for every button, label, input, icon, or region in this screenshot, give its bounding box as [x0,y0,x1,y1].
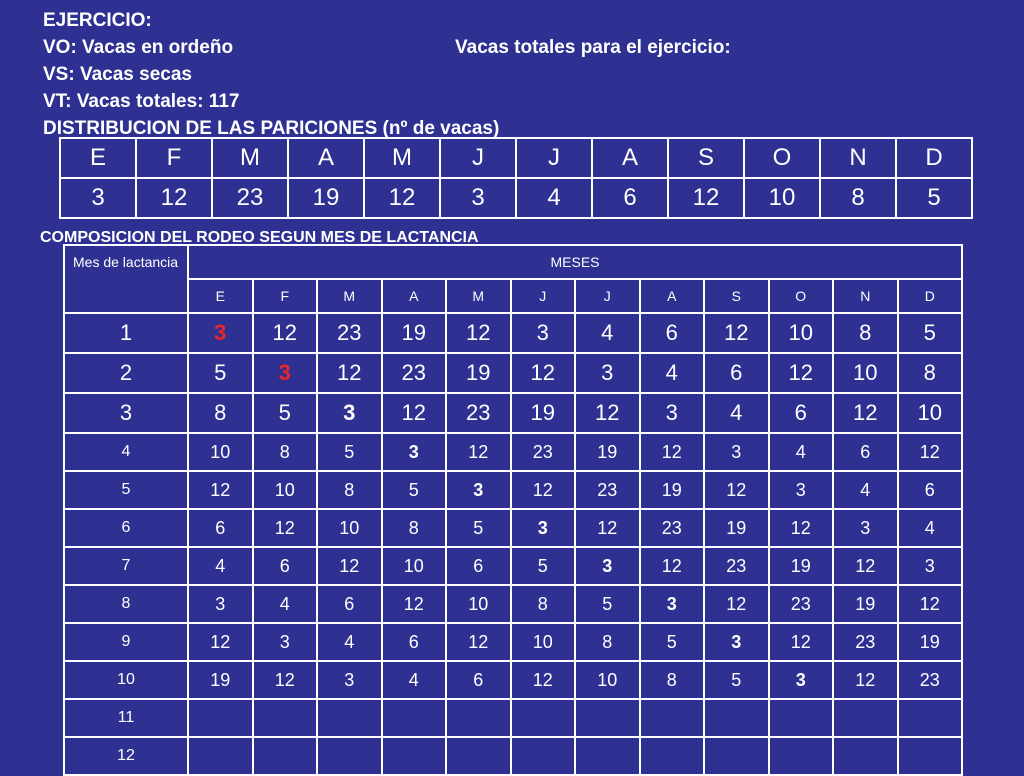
composition-cell: 5 [188,353,253,393]
composition-cell: 12 [511,661,576,699]
distribution-month-cell: M [364,138,440,178]
distribution-value-cell: 23 [212,178,288,218]
composition-cell: 12 [317,353,382,393]
composition-cell [253,699,318,737]
composition-cell [769,737,834,775]
composition-cell: 3 [704,433,769,471]
composition-cell: 12 [769,623,834,661]
composition-month-cell: F [253,279,318,313]
composition-cell: 3 [188,585,253,623]
distribution-month-cell: D [896,138,972,178]
composition-cell: 23 [511,433,576,471]
composition-cell: 23 [382,353,447,393]
lactation-month-label: 12 [64,737,188,775]
table-row [64,737,962,775]
composition-cell: 5 [511,547,576,585]
composition-cell: 4 [704,393,769,433]
lactation-month-label: 1 [64,313,188,353]
composition-cell: 4 [188,547,253,585]
composition-cell: 19 [640,471,705,509]
composition-cell: 3 [575,547,640,585]
composition-cell: 23 [640,509,705,547]
composition-cell: 8 [640,661,705,699]
table-row [64,393,962,433]
distribution-month-cell: F [136,138,212,178]
composition-cell: 23 [575,471,640,509]
composition-cell: 12 [511,353,576,393]
composition-cell [317,699,382,737]
composition-cell: 3 [898,547,963,585]
composition-cell: 12 [317,547,382,585]
composition-cell [317,737,382,775]
composition-cell: 5 [446,509,511,547]
composition-cell: 23 [704,547,769,585]
composition-cell [704,699,769,737]
distribution-value-cell: 8 [820,178,896,218]
composition-cell: 12 [382,393,447,433]
composition-cell: 19 [898,623,963,661]
composition-cell [769,699,834,737]
calving-distribution-table [59,137,973,219]
composition-cell: 23 [446,393,511,433]
composition-cell: 3 [575,353,640,393]
table-row [64,313,962,353]
composition-cell: 19 [446,353,511,393]
composition-cell: 10 [511,623,576,661]
composition-month-cell: S [704,279,769,313]
composition-cell: 10 [769,313,834,353]
legend-vs: VS: Vacas secas [43,64,192,85]
lactation-month-label: 8 [64,585,188,623]
composition-cell: 10 [898,393,963,433]
distribution-value-cell: 10 [744,178,820,218]
composition-month-cell: J [511,279,576,313]
composition-cell [511,737,576,775]
composition-cell [382,699,447,737]
lactation-month-label: 4 [64,433,188,471]
composition-cell: 12 [253,509,318,547]
composition-cell [640,699,705,737]
distribution-value-cell: 3 [440,178,516,218]
composition-cell [898,737,963,775]
composition-cell: 12 [382,585,447,623]
composition-cell: 19 [382,313,447,353]
legend-vt: VT: Vacas totales: 117 [43,91,240,112]
composition-cell: 19 [188,661,253,699]
table-row [64,623,962,661]
meses-header-row [64,245,962,279]
distribution-month-cell: N [820,138,896,178]
distribution-months-row [60,138,972,178]
composition-cell: 3 [317,393,382,433]
composition-cell: 3 [511,509,576,547]
composition-cell [833,737,898,775]
distribution-value-cell: 12 [136,178,212,218]
composition-cell: 19 [704,509,769,547]
composition-cell: 12 [833,393,898,433]
distribution-month-cell: E [60,138,136,178]
lactation-month-label: 6 [64,509,188,547]
composition-cell: 3 [640,393,705,433]
table-row [64,585,962,623]
composition-cell: 12 [575,393,640,433]
composition-cell: 5 [704,661,769,699]
composition-cell: 6 [833,433,898,471]
composition-cell: 12 [446,623,511,661]
total-cows-label: Vacas totales para el ejercicio: [455,37,731,58]
composition-cell: 6 [446,661,511,699]
composition-month-cell: J [575,279,640,313]
composition-cell: 12 [640,547,705,585]
lactation-month-label: 5 [64,471,188,509]
composition-cell: 5 [898,313,963,353]
distribution-month-cell: A [592,138,668,178]
lactation-month-label: 2 [64,353,188,393]
composition-cell: 3 [769,661,834,699]
distribution-value-cell: 12 [668,178,744,218]
composition-cell: 3 [446,471,511,509]
composition-cell: 10 [317,509,382,547]
composition-cell: 3 [833,509,898,547]
composition-cell [704,737,769,775]
composition-cell [188,699,253,737]
distribution-month-cell: S [668,138,744,178]
composition-cell: 8 [188,393,253,433]
composition-cell: 10 [188,433,253,471]
lactation-month-label: 10 [64,661,188,699]
composition-month-cell: N [833,279,898,313]
composition-cell: 12 [769,353,834,393]
composition-cell: 3 [188,313,253,353]
composition-cell: 12 [898,433,963,471]
composition-month-cell: M [446,279,511,313]
composition-cell: 12 [511,471,576,509]
composition-cell: 3 [704,623,769,661]
composition-cell: 6 [253,547,318,585]
composition-cell [446,699,511,737]
composition-cell: 23 [898,661,963,699]
composition-cell: 6 [317,585,382,623]
distribution-month-cell: O [744,138,820,178]
composition-cell: 3 [253,623,318,661]
composition-cell [253,737,318,775]
composition-month-cell: E [188,279,253,313]
composition-cell [833,699,898,737]
distribution-value-cell: 12 [364,178,440,218]
distribution-month-cell: J [440,138,516,178]
table-row [64,699,962,737]
composition-cell: 6 [898,471,963,509]
composition-cell: 4 [769,433,834,471]
distribution-month-cell: A [288,138,364,178]
composition-cell: 6 [769,393,834,433]
composition-cell: 19 [575,433,640,471]
composition-cell: 8 [511,585,576,623]
distribution-month-cell: J [516,138,592,178]
table-row [64,661,962,699]
composition-cell: 19 [511,393,576,433]
distribution-value-cell: 3 [60,178,136,218]
composition-cell: 12 [253,313,318,353]
distribution-value-cell: 19 [288,178,364,218]
composition-month-cell: D [898,279,963,313]
table-row [64,509,962,547]
composition-cell: 6 [446,547,511,585]
composition-cell: 23 [769,585,834,623]
composition-cell: 10 [253,471,318,509]
meses-header: MESES [188,245,962,279]
composition-cell: 10 [382,547,447,585]
composition-cell: 23 [317,313,382,353]
composition-cell: 4 [317,623,382,661]
composition-cell: 8 [833,313,898,353]
composition-cell: 12 [898,585,963,623]
composition-cell: 10 [833,353,898,393]
composition-cell: 23 [833,623,898,661]
composition-cell: 6 [640,313,705,353]
distribution-value-cell: 5 [896,178,972,218]
composition-cell: 12 [446,433,511,471]
composition-cell [575,699,640,737]
composition-cell: 4 [898,509,963,547]
composition-cell: 4 [575,313,640,353]
composition-cell: 3 [317,661,382,699]
composition-cell: 12 [704,585,769,623]
composition-cell: 4 [833,471,898,509]
composition-cell: 8 [317,471,382,509]
composition-month-cell: O [769,279,834,313]
composition-cell: 6 [704,353,769,393]
composition-cell: 12 [575,509,640,547]
composition-cell: 8 [898,353,963,393]
composition-month-cell: M [317,279,382,313]
composition-cell: 12 [640,433,705,471]
table-row [64,547,962,585]
composition-cell [898,699,963,737]
composition-title: COMPOSICION DEL RODEO SEGUN MES DE LACTANCIA [40,229,479,246]
composition-cell: 8 [253,433,318,471]
table-row [64,353,962,393]
distribution-title: DISTRIBUCION DE LAS PARICIONES (nº de vacas) [43,118,500,139]
composition-cell: 12 [188,623,253,661]
composition-cell: 12 [833,661,898,699]
composition-cell: 4 [253,585,318,623]
composition-cell: 4 [640,353,705,393]
exercise-title: EJERCICIO: [43,10,152,31]
composition-month-cell: A [640,279,705,313]
composition-cell: 10 [446,585,511,623]
legend-vo: VO: Vacas en ordeño [43,37,234,58]
table-row [64,433,962,471]
lactation-month-label: 3 [64,393,188,433]
composition-cell: 10 [575,661,640,699]
composition-cell: 4 [382,661,447,699]
composition-cell [446,737,511,775]
composition-cell: 8 [575,623,640,661]
composition-cell: 5 [317,433,382,471]
composition-cell: 12 [446,313,511,353]
table-row [64,471,962,509]
composition-cell: 12 [704,313,769,353]
composition-cell: 5 [575,585,640,623]
composition-cell: 3 [640,585,705,623]
composition-cell [640,737,705,775]
composition-cell: 12 [769,509,834,547]
composition-month-cell: A [382,279,447,313]
composition-cell: 3 [382,433,447,471]
composition-cell [511,699,576,737]
lactation-month-label: 7 [64,547,188,585]
composition-cell: 3 [253,353,318,393]
composition-cell [382,737,447,775]
herd-composition-table [63,244,963,776]
composition-cell: 19 [833,585,898,623]
composition-cell: 3 [769,471,834,509]
composition-cell: 12 [188,471,253,509]
composition-cell [575,737,640,775]
composition-cell: 3 [511,313,576,353]
composition-cell: 12 [833,547,898,585]
distribution-value-cell: 4 [516,178,592,218]
lactation-month-header: Mes de lactancia [64,245,188,313]
composition-cell: 12 [253,661,318,699]
lactation-month-label: 11 [64,699,188,737]
distribution-values-row [60,178,972,218]
composition-cell: 12 [704,471,769,509]
distribution-month-cell: M [212,138,288,178]
composition-cell: 6 [382,623,447,661]
composition-cell: 5 [640,623,705,661]
distribution-value-cell: 6 [592,178,668,218]
composition-cell: 8 [382,509,447,547]
composition-months-row [64,279,962,313]
composition-cell [188,737,253,775]
composition-cell: 19 [769,547,834,585]
composition-cell: 5 [382,471,447,509]
composition-cell: 6 [188,509,253,547]
composition-cell: 5 [253,393,318,433]
lactation-month-label: 9 [64,623,188,661]
